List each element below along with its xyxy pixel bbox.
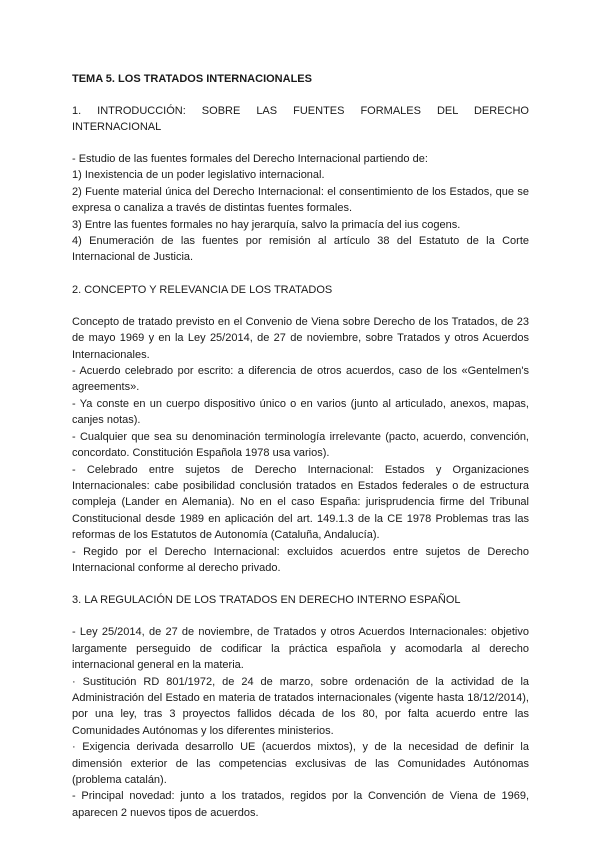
section-introduccion [72,103,529,266]
section-body [72,151,529,266]
section-body [72,624,529,821]
paragraph: - Ley 25/2014, de 27 de noviembre, de Tratados y otros Acuerdos Internacionales: objetivo largamente perseguido de codificar la práctica española y acomodarla al derecho internacional general en la materia. [72,626,529,672]
document-page [72,64,529,837]
paragraph: 1) Inexistencia de un poder legislativo internacional. [72,169,325,182]
section-regulacion [72,592,529,821]
paragraph: - Cualquier que sea su denominación terminología irrelevante (pacto, acuerdo, convención, concordato. Constitución Española 1978 usa varios). [72,430,529,460]
paragraph: - Celebrado entre sujetos de Derecho Internacional: Estados y Organizaciones Internacionales: cabe posibilidad conclusión tratados en Estados federales o de estructura compleja (Lander en Alemania). No en el caso España: jurisprudencia firme del Tribunal Constitucional desde 1989 en aplicación del art. 149.1.3 de la CE 1978 Problemas tras las reformas de los Estatutos de Autonomía (Cataluña, Andalucía). [72,463,529,542]
section-heading: 1. INTRODUCCIÓN: SOBRE LAS FUENTES FORMALES DEL DERECHO INTERNACIONAL [72,105,529,133]
section-heading: 3. LA REGULACIÓN DE LOS TRATADOS EN DERECHO INTERNO ESPAÑOL [72,594,461,607]
paragraph: - Acuerdo celebrado por escrito: a diferencia de otros acuerdos, caso de los «Gentelmen's agreements». [72,365,529,394]
paragraph: 3) Entre las fuentes formales no hay jerarquía, salvo la primacía del ius cogens. [72,218,461,231]
paragraph: · Sustitución RD 801/1972, de 24 de marzo, sobre ordenación de la actividad de la Administración del Estado en materia de tratados internacionales (vigente hasta 18/12/2014), por una ley, tras 3 proyectos fallidos década de los 80, por falta acuerdo entre las Comunidades Autónomas y los diferentes ministerios. [72,675,529,737]
paragraph: Concepto de tratado previsto en el Convenio de Viena sobre Derecho de los Tratados, de 23 de mayo 1969 y en la Ley 25/2014, de 27 de noviembre, sobre Tratados y otros Acuerdos Internacionales. [72,315,529,361]
paragraph: - Regido por el Derecho Internacional: excluidos acuerdos entre sujetos de Derecho Internacional conforme al derecho privado. [72,545,529,574]
document-title: TEMA 5. LOS TRATADOS INTERNACIONALES [72,73,312,85]
paragraph: - Estudio de las fuentes formales del Derecho Internacional partiendo de: [72,153,428,165]
paragraph: - Ya conste en un cuerpo dispositivo único o en varios (junto al articulado, anexos, mapas, canjes notas). [72,397,529,427]
paragraph: - Principal novedad: junto a los tratados, regidos por la Convención de Viena de 1969, aparecen 2 nuevos tipos de acuerdos. [72,790,529,819]
section-heading: 2. CONCEPTO Y RELEVANCIA DE LOS TRATADOS [72,283,333,296]
section-body [72,314,529,577]
section-concepto [72,282,529,577]
paragraph: · Exigencia derivada desarrollo UE (acuerdos mixtos), y de la necesidad de definir la dimensión exterior de las competencias exclusivas de las Comunidades Autónomas (problema catalán). [72,741,529,786]
paragraph: 4) Enumeración de las fuentes por remisión al artículo 38 del Estatuto de la Corte Internacional de Justicia. [72,235,529,264]
paragraph: 2) Fuente material única del Derecho Internacional: el consentimiento de los Estados, que se expresa o canaliza a través de distintas fuentes formales. [72,185,529,215]
